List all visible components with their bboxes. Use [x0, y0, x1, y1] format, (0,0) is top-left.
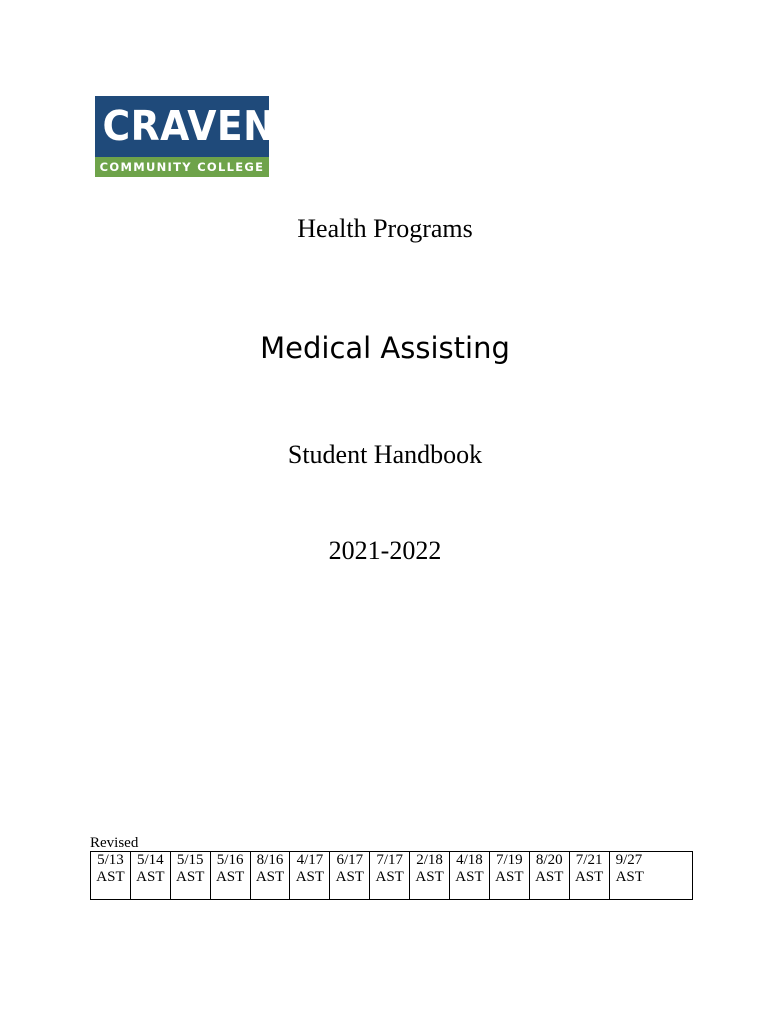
revision-initials: AST	[335, 869, 364, 885]
revision-initials: AST	[574, 869, 604, 885]
revision-date: 4/17	[296, 852, 324, 868]
revision-history-table	[90, 851, 693, 900]
revision-cell	[569, 852, 609, 900]
academic-year: 2021-2022	[328, 536, 442, 565]
program-area-heading: Health Programs	[297, 214, 473, 243]
revision-cell	[290, 852, 330, 900]
revision-cell	[170, 852, 210, 900]
course-title: Medical Assisting	[260, 331, 510, 365]
revision-cell	[370, 852, 410, 900]
revision-cell	[450, 852, 490, 900]
revision-date: 8/20	[535, 852, 563, 868]
revision-cell	[330, 852, 370, 900]
revision-date: 5/16	[216, 852, 244, 868]
revision-date: 8/16	[256, 852, 284, 868]
revision-initials: AST	[176, 869, 205, 885]
revision-cell	[130, 852, 170, 900]
revision-date: 9/27	[615, 852, 643, 868]
revision-cell	[609, 852, 692, 900]
revised-label: Revised	[90, 835, 139, 851]
revision-date: 5/15	[176, 852, 204, 868]
revision-initials: AST	[215, 869, 245, 885]
revision-initials: AST	[375, 869, 404, 885]
revision-date: 5/13	[97, 852, 124, 868]
revision-initials: AST	[255, 869, 285, 885]
revision-cell	[91, 852, 131, 900]
revision-date: 5/14	[137, 852, 164, 868]
revision-date: 6/17	[336, 852, 364, 868]
revision-date: 7/21	[575, 852, 603, 868]
college-logo	[95, 96, 276, 177]
revision-date: 4/18	[456, 852, 483, 868]
logo-tagline: COMMUNITY COLLEGE	[95, 157, 269, 177]
revision-date: 7/17	[376, 852, 404, 868]
revision-cell	[250, 852, 290, 900]
revision-date: 2/18	[416, 852, 443, 868]
revision-cell	[410, 852, 450, 900]
revision-initials: AST	[415, 869, 444, 885]
revision-initials: AST	[136, 869, 165, 885]
revision-cell	[529, 852, 569, 900]
revision-initials: AST	[455, 869, 484, 885]
revision-initials: AST	[295, 869, 325, 885]
logo-wordmark: CRAVEN	[95, 96, 269, 157]
revision-date: 7/19	[496, 852, 523, 868]
revision-initials: AST	[96, 869, 125, 885]
revision-initials: AST	[495, 869, 524, 885]
table-row	[91, 852, 693, 900]
revision-initials: AST	[535, 869, 564, 885]
revision-initials: AST	[615, 869, 644, 885]
revision-cell	[489, 852, 529, 900]
document-type-heading: Student Handbook	[287, 440, 483, 469]
revision-cell	[210, 852, 250, 900]
